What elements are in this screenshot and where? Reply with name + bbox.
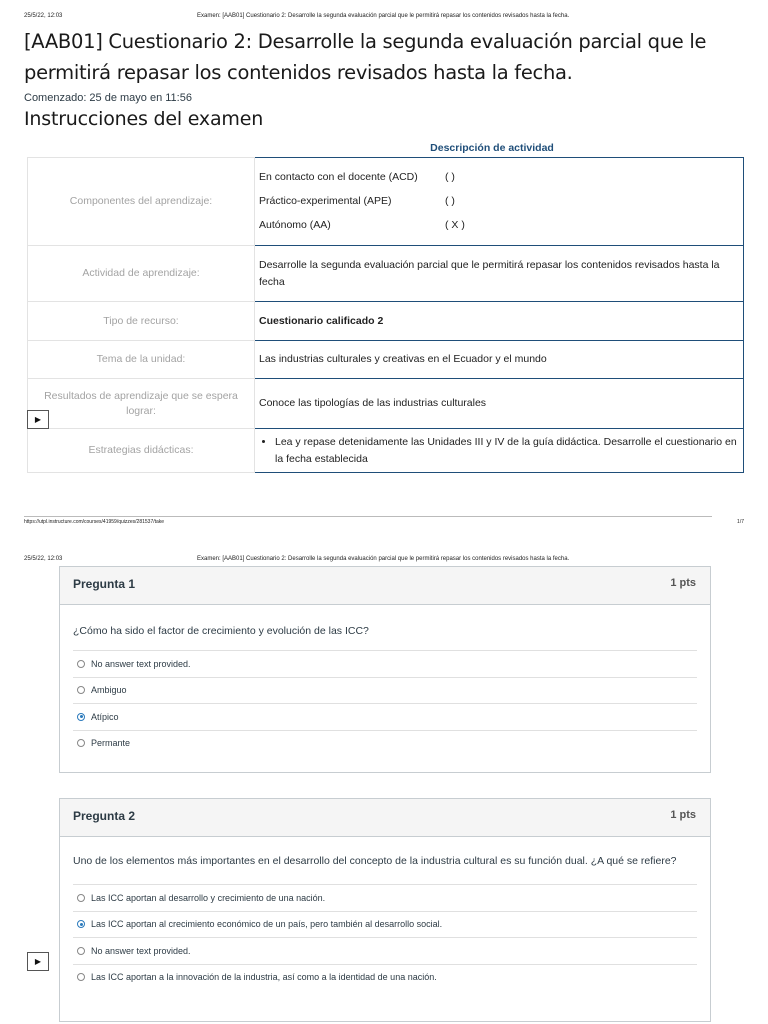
answer-option[interactable] [73,677,697,704]
answer-text: No answer text provided. [91,658,191,669]
answer-option[interactable] [73,650,697,677]
print-doc-title: Examen: [AAB01] Cuestionario 2: Desarrolle la segunda evaluación parcial que le permitirá repasar los contenidos revisados hasta la fecha. [197,13,570,19]
row-value: Las industrias culturales y creativas en el Ecuador y el mundo [255,341,744,379]
activity-table [27,157,744,473]
learning-components [255,158,744,246]
answer-text: Permante [91,738,131,749]
question-1 [59,566,711,773]
answer-text: Las ICC aportan a la innovación de la industria, así como a la identidad de una nación. [91,972,437,983]
page-header [24,13,744,21]
table-row [28,379,744,429]
footer-divider [24,516,712,517]
component-name: Práctico-experimental (APE) [259,195,392,207]
page-header [24,556,744,564]
row-label: Estrategias didácticas: [28,429,255,473]
answer-option[interactable] [73,730,697,757]
component-mark: ( ) [445,171,455,183]
answer-text: No answer text provided. [91,945,191,956]
play-icon: ▶ [34,415,42,424]
question-title: Pregunta 1 [73,577,136,591]
answer-option[interactable] [73,964,697,991]
answer-option[interactable] [73,911,697,938]
strategy-list [259,434,739,468]
answer-option[interactable] [73,703,697,730]
print-doc-title: Examen: [AAB01] Cuestionario 2: Desarrolle la segunda evaluación parcial que le permitirá repasar los contenidos revisados hasta la fecha. [197,556,570,562]
answer-text: Atípico [91,711,119,722]
component-name: Autónomo (AA) [259,219,331,231]
play-button[interactable] [27,410,49,429]
play-button[interactable] [27,952,49,971]
page-footer [24,519,744,527]
answer-option[interactable] [73,937,697,964]
instructions-heading: Instrucciones del examen [24,108,264,130]
row-value: Conoce las tipologías de las industrias culturales [255,379,744,429]
list-item: • Lea y repase detenidamente las Unidades III y IV de la guía didáctica. Desarrolle el cuestionario en la fecha establecida [275,434,739,468]
page-url: https://utpl.instructure.com/courses/41959/quizzes/281537/take [24,519,165,525]
component-name: En contacto con el docente (ACD) [259,171,418,183]
question-header [60,799,710,837]
answer-text: Las ICC aportan al crecimiento económico de un país, pero también al desarrollo social. [91,919,443,930]
table-row [28,158,744,246]
page-number: 1/7 [737,519,744,525]
table-row [28,341,744,379]
row-label: Resultados de aprendizaje que se espera lograr: [28,379,255,429]
row-label: Tipo de recurso: [28,302,255,341]
quiz-title: [AAB01] Cuestionario 2: Desarrolle la segunda evaluación parcial que le permitirá repasar los contenidos revisados hasta la fecha. [24,30,707,84]
answer-text: Ambiguo [91,685,127,696]
answer-text: Las ICC aportan al desarrollo y crecimiento de una nación. [91,892,326,903]
component-mark: ( X ) [445,219,465,231]
activity-description-caption: Descripción de actividad [430,142,554,154]
component-line [259,214,739,238]
radio-icon[interactable] [77,947,85,955]
component-mark: ( ) [445,195,455,207]
radio-icon[interactable] [77,894,85,902]
question-header [60,567,710,605]
row-label: Actividad de aprendizaje: [28,246,255,302]
radio-icon[interactable] [77,973,85,981]
play-icon: ▶ [34,957,42,966]
radio-icon[interactable] [77,686,85,694]
row-value: Desarrolle la segunda evaluación parcial que le permitirá repasar los contenidos revisados hasta la fecha [255,246,744,302]
question-2 [59,798,711,1022]
radio-icon[interactable] [77,739,85,747]
question-text: Uno de los elementos más importantes en el desarrollo del concepto de la industria cultural es su función dual. ¿A qué se refiere? [73,855,677,867]
started-timestamp: Comenzado: 25 de mayo en 11:56 [24,92,192,104]
row-value [255,429,744,473]
component-line [259,190,739,214]
radio-icon[interactable] [77,713,85,721]
component-line [259,166,739,190]
question-title: Pregunta 2 [73,809,136,823]
question-text: ¿Cómo ha sido el factor de crecimiento y evolución de las ICC? [73,625,369,637]
radio-icon[interactable] [77,920,85,928]
print-date: 25/5/22, 12:03 [24,13,63,19]
row-label: Tema de la unidad: [28,341,255,379]
table-row [28,246,744,302]
table-row [28,302,744,341]
row-value: Cuestionario calificado 2 [255,302,744,341]
row-label: Componentes del aprendizaje: [28,158,255,246]
print-date: 25/5/22, 12:03 [24,556,63,562]
radio-icon[interactable] [77,660,85,668]
answer-option[interactable] [73,884,697,911]
table-row [28,429,744,473]
question-points: 1 pts [670,809,696,821]
question-points: 1 pts [670,577,696,589]
